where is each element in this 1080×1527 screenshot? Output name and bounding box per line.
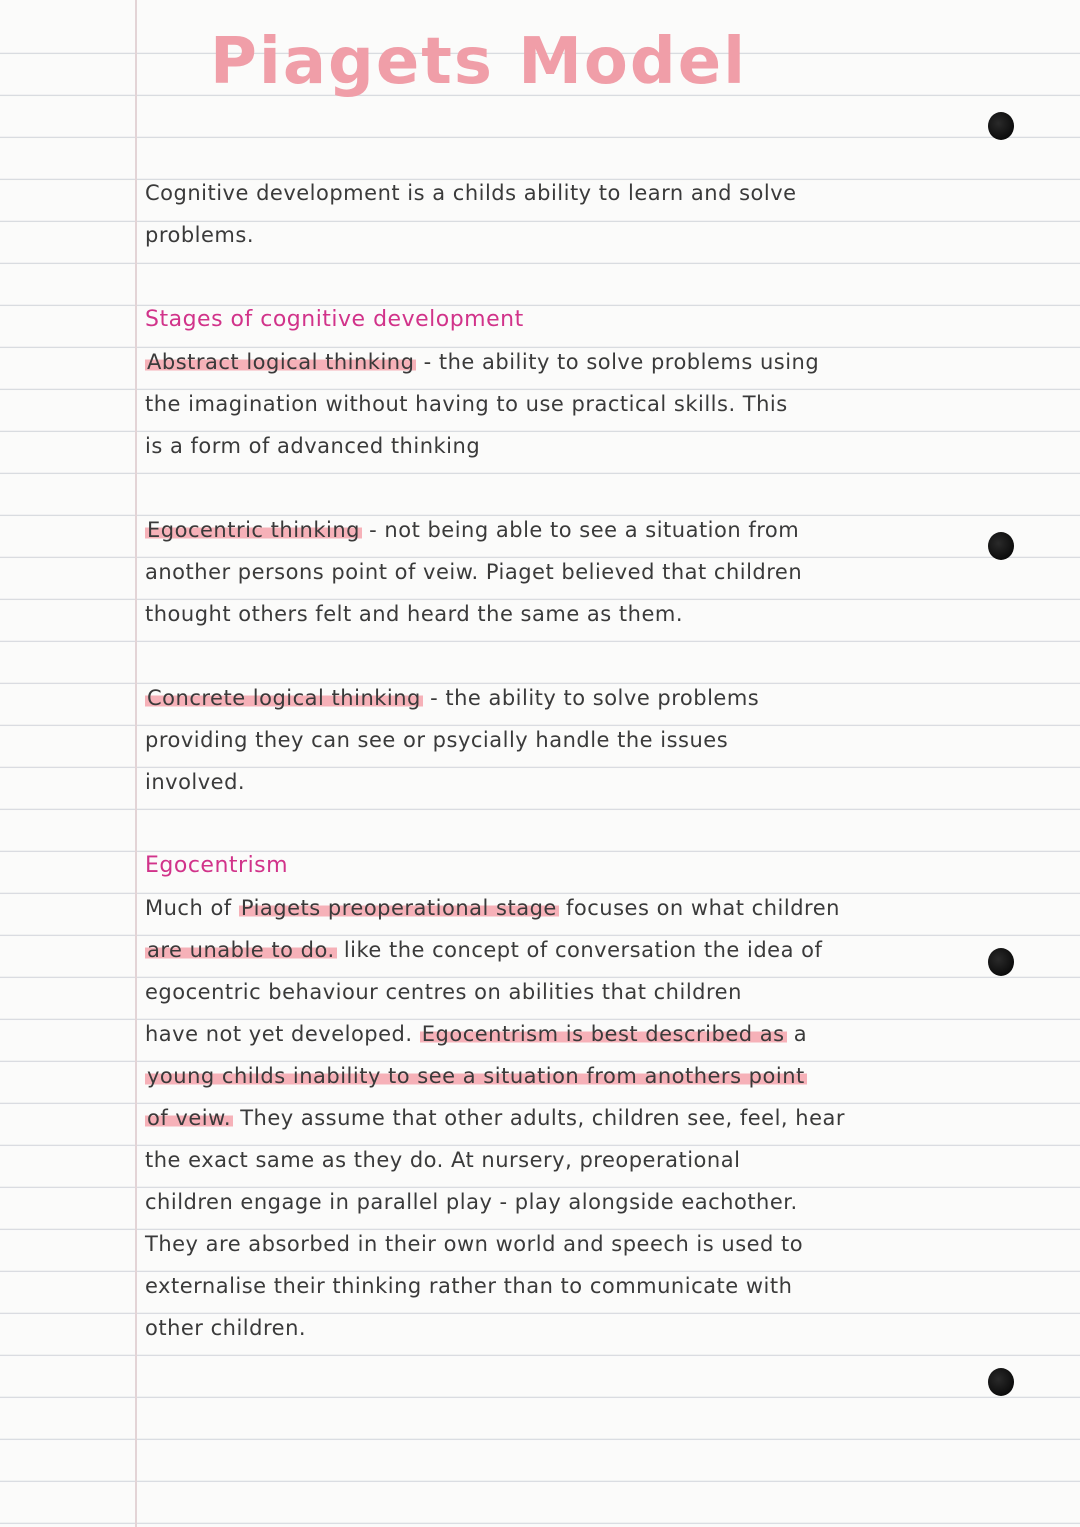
- text-run: a: [786, 1022, 808, 1046]
- concrete-definition: - the ability to solve problems: [430, 686, 760, 710]
- concrete-term: Concrete logical thinking: [147, 686, 421, 710]
- egocentrism-line: They are absorbed in their own world and speech is used to: [145, 1232, 804, 1256]
- punch-hole-1: [988, 112, 1014, 140]
- highlighted-text: of veiw.: [147, 1106, 232, 1130]
- punch-hole-4: [988, 1368, 1014, 1396]
- text-run: They assume that other adults, children see, feel, hear: [233, 1106, 846, 1130]
- egocentrism-heading: Egocentrism: [145, 853, 289, 878]
- egocentrism-line: the exact same as they do. At nursery, preoperational: [145, 1148, 741, 1172]
- abstract-line-3: is a form of advanced thinking: [145, 434, 481, 458]
- abstract-term: Abstract logical thinking: [147, 350, 415, 374]
- stages-heading: Stages of cognitive development: [145, 307, 524, 332]
- stages-section: [145, 299, 1025, 467]
- concrete-line-1: [145, 677, 1025, 719]
- highlighted-text: Egocentrism is best described as: [421, 1022, 785, 1046]
- highlighted-text: are unable to do.: [147, 938, 335, 962]
- egocentrism-line: children engage in parallel play - play alongside eachother.: [145, 1190, 798, 1214]
- egocentrism-line: externalise their thinking rather than to communicate with: [145, 1274, 793, 1298]
- concrete-line-2: providing they can see or psycially handle the issues: [145, 728, 729, 752]
- egocentric-line-2: another persons point of veiw. Piaget believed that children: [145, 560, 803, 584]
- intro-paragraph: [145, 172, 1025, 256]
- egocentric-definition: - not being able to see a situation from: [369, 518, 800, 542]
- intro-line: Cognitive development is a childs ability to learn and solve: [145, 181, 797, 205]
- egocentrism-line: [145, 1097, 1025, 1139]
- text-run: focuses on what children: [558, 896, 840, 920]
- egocentric-line-3: thought others felt and heard the same as them.: [145, 602, 683, 626]
- concrete-line-3: involved.: [145, 770, 246, 794]
- egocentrism-line: [145, 887, 1025, 929]
- egocentrism-section: [145, 845, 1025, 1349]
- egocentrism-line: other children.: [145, 1316, 307, 1340]
- abstract-line-1: [145, 341, 1025, 383]
- egocentrism-line: [145, 1013, 1025, 1055]
- margin-line: [135, 0, 137, 1527]
- text-run: have not yet developed.: [145, 1022, 420, 1046]
- egocentrism-line: [145, 1055, 1025, 1097]
- egocentric-line-1: [145, 509, 1025, 551]
- abstract-definition: - the ability to solve problems using: [423, 350, 820, 374]
- text-run: Much of: [145, 896, 239, 920]
- egocentrism-line: egocentric behaviour centres on abilities that children: [145, 980, 742, 1004]
- egocentrism-line: [145, 929, 1025, 971]
- intro-line: problems.: [145, 223, 255, 247]
- egocentric-thinking-paragraph: [145, 509, 1025, 635]
- highlighted-text: young childs inability to see a situation from anothers point: [147, 1064, 805, 1088]
- page-title: Piagets Model: [210, 25, 748, 99]
- concrete-thinking-paragraph: [145, 677, 1025, 803]
- egocentric-term: Egocentric thinking: [147, 518, 360, 542]
- abstract-line-2: the imagination without having to use practical skills. This: [145, 392, 788, 416]
- highlighted-text: Piagets preoperational stage: [240, 896, 557, 920]
- text-run: like the concept of conversation the idea of: [336, 938, 823, 962]
